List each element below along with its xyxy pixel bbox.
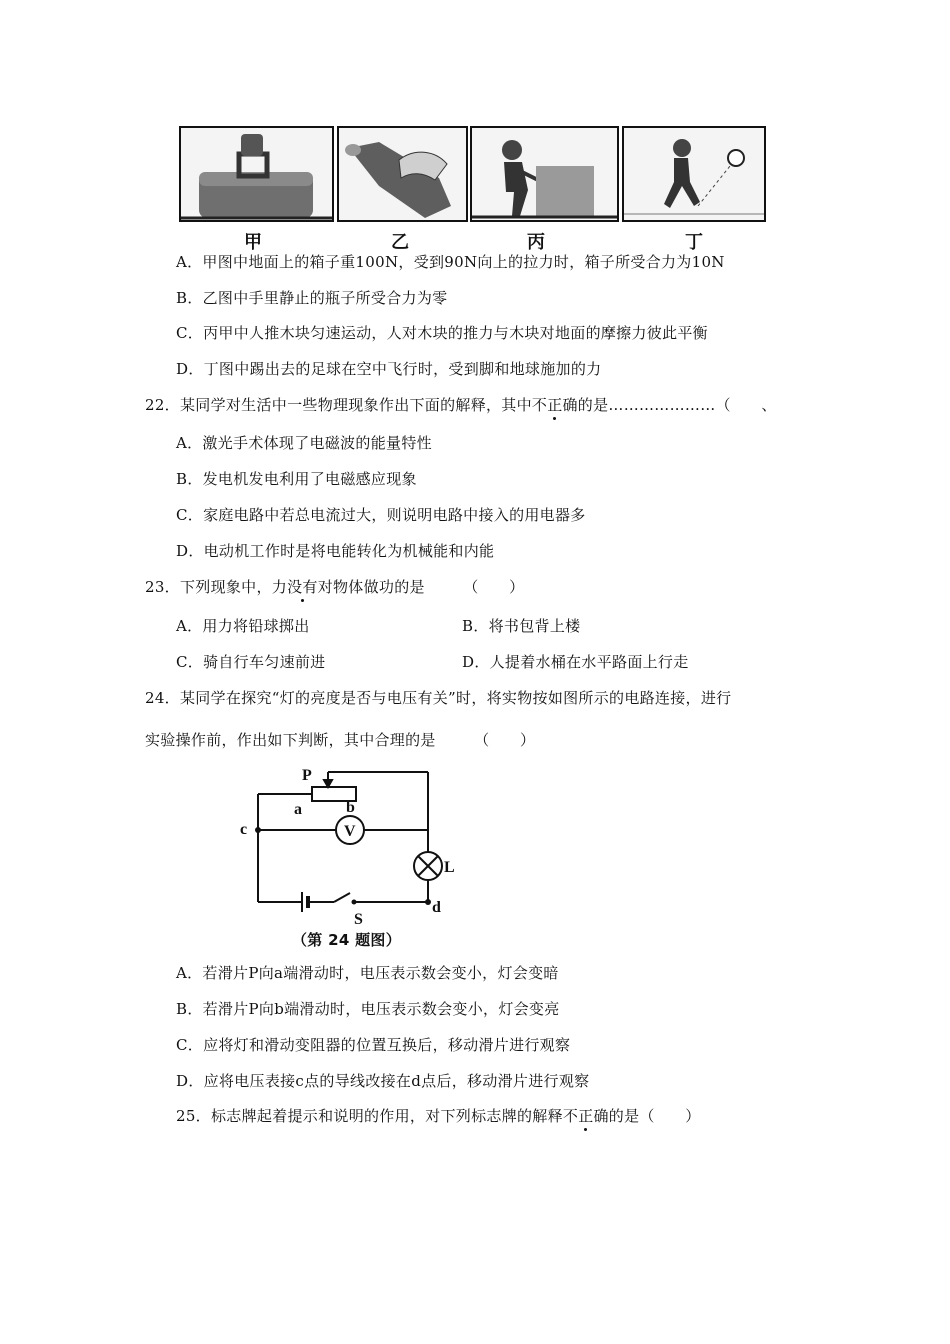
figure-label-ding: 丁 (685, 232, 703, 253)
label-s: S (354, 911, 363, 928)
q23-option-c: C．骑自行车匀速前进 (176, 653, 326, 671)
q24-option-b: B．若滑片P向b端滑动时，电压表示数会变小，灯会变亮 (176, 1000, 560, 1018)
q23-stem (145, 577, 524, 597)
figure-label-bing: 丙 (527, 232, 545, 253)
q22-option-a: A．激光手术体现了电磁波的能量特性 (176, 434, 432, 452)
q24-stem-line2: 实验操作前，作出如下判断，其中合理的是 （ ） (145, 731, 536, 749)
q21-option-a: A．甲图中地面上的箱子重100N，受到90N向上的拉力时，箱子所受合力为10N (176, 253, 725, 271)
q24-figure-caption: （第 24 题图） (292, 931, 402, 949)
label-b: b (346, 799, 355, 816)
figure-label-yi: 乙 (391, 232, 409, 253)
q22-stem-pre: 22．某同学对生活中一些物理现象作出下面的解释，其中 (145, 396, 532, 414)
label-l: L (444, 859, 455, 876)
q22-option-d: D．电动机工作时是将电能转化为机械能和内能 (176, 542, 495, 560)
label-p: P (302, 767, 312, 784)
q25-stem (176, 1106, 701, 1126)
figure-label-jia: 甲 (244, 232, 262, 253)
q23-stem-post: 对物体做功的是 （ ） (317, 578, 525, 596)
q25-stem-emphasis: 不正确 (562, 1107, 609, 1125)
q24-option-d: D．应将电压表接c点的导线改接在d点后，移动滑片进行观察 (176, 1072, 590, 1090)
q25-stem-post: 的是（ ） (608, 1107, 701, 1125)
label-c: c (240, 821, 248, 838)
figure-yi (337, 126, 468, 222)
label-a: a (294, 801, 302, 818)
q21-option-d: D．丁图中踢出去的足球在空中飞行时，受到脚和地球施加的力 (176, 360, 602, 378)
q22-stem (145, 395, 777, 415)
label-v: V (344, 823, 356, 840)
q23-option-d: D．人提着水桶在水平路面上行走 (462, 653, 689, 671)
q22-option-c: C．家庭电路中若总电流过大，则说明电路中接入的用电器多 (176, 506, 586, 524)
q23-stem-emphasis: 没有 (287, 578, 318, 596)
q24-option-a: A．若滑片P向a端滑动时，电压表示数会变小，灯会变暗 (176, 964, 559, 982)
q22-option-b: B．发电机发电利用了电磁感应现象 (176, 470, 417, 488)
q22-stem-post: 的是…………………（ 、 (577, 396, 777, 414)
q23-option-a: A．用力将铅球掷出 (176, 617, 310, 635)
circuit-diagram (230, 762, 470, 952)
q23-option-b: B．将书包背上楼 (462, 617, 581, 635)
figure-ding (622, 126, 766, 222)
q22-stem-emphasis: 不正确 (531, 396, 578, 414)
figure-bing (470, 126, 619, 222)
q24-stem-line1: 24．某同学在探究“灯的亮度是否与电压有关”时，将实物按如图所示的电路连接，进行 (145, 689, 732, 707)
label-d: d (432, 899, 441, 916)
q25-stem-pre: 25．标志牌起着提示和说明的作用，对下列标志牌的解释 (176, 1107, 563, 1125)
q21-option-b: B．乙图中手里静止的瓶子所受合力为零 (176, 289, 448, 307)
figure-jia (179, 126, 334, 222)
q24-option-c: C．应将灯和滑动变阻器的位置互换后，移动滑片进行观察 (176, 1036, 571, 1054)
q23-stem-pre: 23．下列现象中，力 (145, 578, 288, 596)
q21-option-c: C．丙甲中人推木块匀速运动，人对木块的推力与木块对地面的摩擦力彼此平衡 (176, 324, 708, 342)
